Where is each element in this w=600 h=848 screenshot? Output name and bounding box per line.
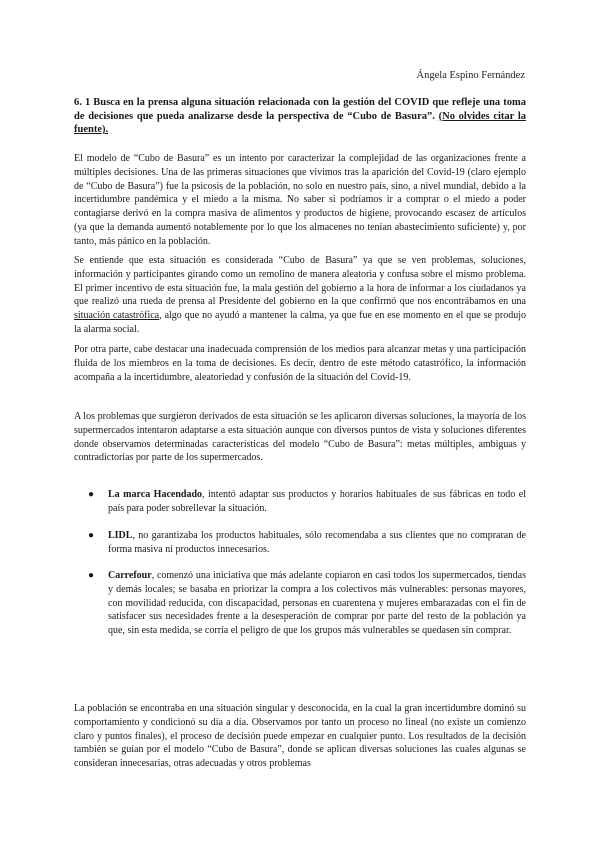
list-item bbox=[74, 488, 526, 516]
paragraph-3: Por otra parte, cabe destacar una inadecuada comprensión de los medios para alcanzar metas y una participación fluida de los miembros en la toma de decisiones. Es decir, dentro de este método catastrófico, la información acompaña a la incertidumbre, aleatoriedad y confusión de la situación del Covid-19. bbox=[74, 344, 526, 383]
author-name: Ángela Espino Fernández bbox=[416, 70, 525, 81]
bullet-icon: ● bbox=[88, 570, 95, 581]
bullet-text: , comenzó una iniciativa que más adelante copiaron en casi todos los supermercados, tiendas y demás locales; se basaba en priorizar la compra a los colectivos más vulnerables: personas mayores, con movilidad reducida, con discapacidad, personas en cuarentena y mujeres embarazadas con el fin de satisfacer sus necesidades frente a la desesperación de comprar por parte del resto de la población ya que, sin esta medida, se corría el peligro de que los grupos más vulnerables se quedasen sin comprar. bbox=[108, 570, 526, 637]
brand-name: LIDL bbox=[108, 530, 133, 541]
list-item bbox=[74, 529, 526, 557]
paragraph-1: El modelo de “Cubo de Basura” es un intento por caracterizar la complejidad de las organizaciones frente a múltiples decisiones. Una de las primeras situaciones que vivimos tras la aparición del Covid-19 (claro ejemplo de “Cubo de Basura”) fue la psicosis de la población, no solo en nuestro país, sino, a nivel mundial, debido a la incertidumbre pandémica y el miedo a la misma. No saber si podríamos ir a comprar o el miedo a poder contagiarse derivó en la compra masiva de alimentos y productos de higiene, provocando escasez de artículos (ya que la demanda aumentó notablemente por lo que los almacenes no tenían abastecimiento suficiente) y, por tanto, más pánico en la población. bbox=[74, 153, 526, 247]
bullet-text: , intentó adaptar sus productos y horarios habituales de sus fábricas en todo el país para poder sobrellevar la situación. bbox=[108, 489, 526, 514]
catastrophic-situation-link: situación catastrófica bbox=[74, 310, 160, 322]
question-text: 6. 1 Busca en la prensa alguna situación relacionada con la gestión del COVID que refleje una toma de decisiones que pueda analizarse desde la perspectiva de “Cubo de Basura”. bbox=[74, 97, 526, 122]
paragraph-2-text: Se entiende que esta situación es considerada “Cubo de Basura” ya que se ven problemas, soluciones, información y participantes girando como un remolino de manera aleatoria y confusa sobre el mismo problema. El primer incentivo de esta situación fue, la mala gestión del gobierno a la hora de informar a los ciudadanos ya que realizó una rueda de prensa al Presidente del gobierno en la que confirmó que nos encontrábamos en una bbox=[74, 255, 526, 308]
list-item bbox=[74, 569, 526, 638]
source-note: (No olvides citar la fuente). bbox=[74, 110, 526, 135]
brand-name: La marca Hacendado bbox=[108, 489, 203, 500]
paragraph-2 bbox=[74, 254, 526, 337]
question-heading bbox=[74, 96, 526, 137]
paragraph-5: La población se encontraba en una situación singular y desconocida, en la cual la gran incertidumbre dominó su comportamiento y condicionó su día a día. Observamos por tanto un proceso no lineal (no existe un comienzo claro y puntos finales), el proceso de decisión puede empezar en cualquier punto. Los resultados de la decisión también se guían por el modelo “Cubo de Basura”, donde se aplican diversas soluciones las cuales algunas se consideran innecesarias, otras adecuadas y otros problemas bbox=[74, 703, 526, 770]
bullet-text: , no garantizaba los productos habituales, sólo recomendaba a sus clientes que no compraran de forma masiva ni productos innecesarios. bbox=[108, 530, 526, 555]
bullet-icon: ● bbox=[88, 489, 95, 500]
paragraph-4: A los problemas que surgieron derivados de esta situación se les aplicaron diversas soluciones, la mayoría de los supermercados intentaron adaptarse a esta situación aunque con diversos puntos de vista y soluciones diferentes donde observamos determinadas características del modelo “Cubo de Basura”: metas múltiples, ambiguas y contradictorias por parte de los supermercados. bbox=[74, 411, 526, 464]
bullet-icon: ● bbox=[88, 530, 95, 541]
brand-name: Carrefour bbox=[108, 570, 152, 581]
paragraph-2-end: , algo que no ayudó a mantener la calma, ya que fue en ese momento en el que se produjo la alarma social. bbox=[74, 310, 526, 335]
